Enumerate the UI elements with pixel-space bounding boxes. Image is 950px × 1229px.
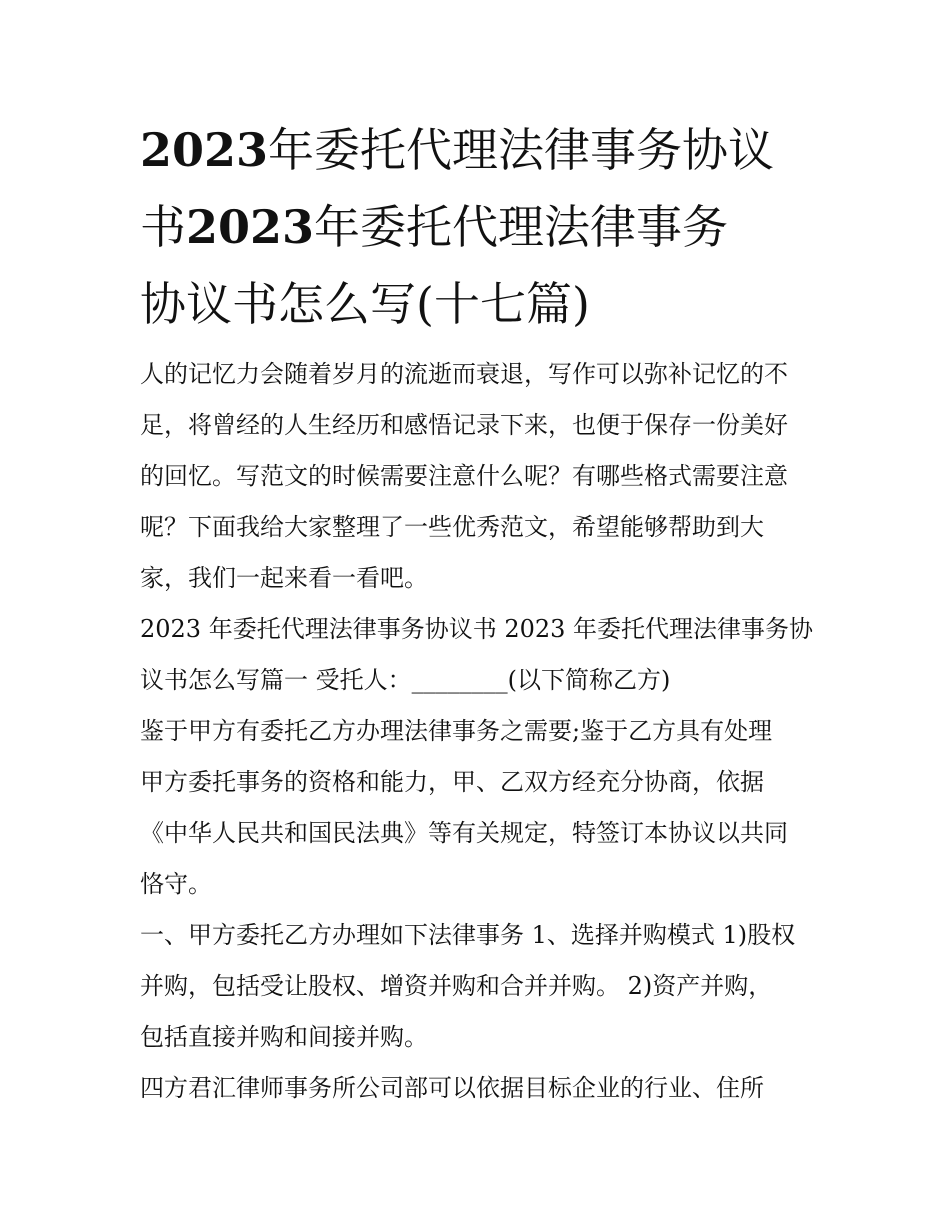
paragraph-line: 甲方委托事务的资格和能力，甲、乙双方经充分协商，依据 (140, 768, 764, 796)
title-text: 年委托代理法律事务 (314, 200, 729, 254)
paragraph-line: 包括直接并购和间接并购。 (140, 1023, 428, 1051)
title-year: 2023 (140, 123, 269, 177)
paragraph-line: 议书怎么写篇一 受托人：________(以下简称乙方) (140, 666, 671, 694)
paragraph-line: 的回忆。写范文的时候需要注意什么呢？有哪些格式需要注意 (140, 462, 788, 490)
document-body (140, 112, 812, 1114)
title-line-1 (140, 112, 812, 189)
paragraph-clause-2 (140, 1063, 812, 1114)
paragraph-line: 鉴于甲方有委托乙方办理法律事务之需要;鉴于乙方具有处理 (140, 717, 773, 745)
paragraph-intro (140, 349, 812, 604)
paragraph-line: 足，将曾经的人生经历和感悟记录下来，也便于保存一份美好 (140, 411, 788, 439)
title-year: 2023 (186, 200, 315, 254)
paragraph-line: 人的记忆力会随着岁月的流逝而衰退，写作可以弥补记忆的不 (140, 360, 788, 388)
title-text: 年委托代理法律事务协议 (268, 123, 775, 177)
paragraph-line: 并购，包括受让股权、增资并购和合并并购。 2)资产并购， (140, 972, 773, 1000)
paragraph-line: 呢？下面我给大家整理了一些优秀范文，希望能够帮助到大 (140, 513, 764, 541)
paragraph-heading (140, 604, 812, 706)
title-line-3 (140, 266, 812, 343)
paragraph-clause-1 (140, 910, 812, 1063)
paragraph-line: 《中华人民共和国民法典》等有关规定，特签订本协议以共同 (140, 819, 788, 847)
paragraph-line: 恪守。 (140, 870, 212, 898)
paragraph-line: 四方君汇律师事务所公司部可以依据目标企业的行业、住所 (140, 1074, 764, 1102)
paragraph-recital (140, 706, 812, 910)
title-text: 书 (140, 200, 186, 254)
title-line-2 (140, 189, 812, 266)
paragraph-line: 2023 年委托代理法律事务协议书 2023 年委托代理法律事务协 (140, 615, 814, 643)
title-text: 协议书怎么写(十七篇) (140, 277, 590, 331)
paragraph-line: 家，我们一起来看一看吧。 (140, 564, 428, 592)
paragraph-line: 一、甲方委托乙方办理如下法律事务 1、选择并购模式 1)股权 (140, 921, 796, 949)
document-title (140, 112, 812, 343)
